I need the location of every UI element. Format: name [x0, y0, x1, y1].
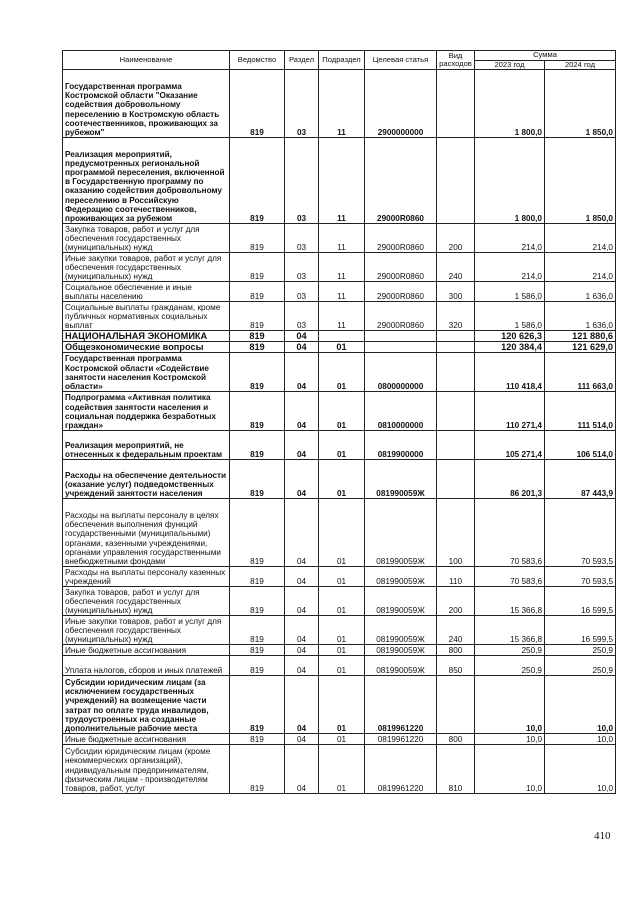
cell-name: Общеэкономические вопросы [63, 342, 230, 353]
cell-vedomstvo: 819 [230, 70, 285, 138]
cell-tselevaya: 29000R0860 [365, 253, 437, 282]
cell-podrazdel: 01 [319, 392, 365, 431]
cell-vedomstvo: 819 [230, 353, 285, 392]
cell-sum-2024: 87 443,9 [545, 460, 616, 499]
cell-podrazdel: 01 [319, 676, 365, 734]
cell-sum-2023: 110 271,4 [475, 392, 545, 431]
cell-sum-2024: 121 880,6 [545, 331, 616, 342]
cell-name: Иные бюджетные ассигнования [63, 645, 230, 656]
cell-razdel: 04 [285, 587, 319, 616]
cell-vedomstvo: 819 [230, 342, 285, 353]
cell-tselevaya [365, 331, 437, 342]
cell-sum-2024: 16 599,5 [545, 616, 616, 645]
cell-vedomstvo: 819 [230, 745, 285, 794]
cell-name: Иные закупки товаров, работ и услуг для обеспечения государственных (муниципальных) нужд [63, 253, 230, 282]
cell-sum-2023: 1 800,0 [475, 70, 545, 138]
cell-podrazdel: 01 [319, 342, 365, 353]
cell-podrazdel: 01 [319, 734, 365, 745]
cell-sum-2023: 70 583,6 [475, 499, 545, 567]
cell-tselevaya: 2900000000 [365, 70, 437, 138]
cell-razdel: 03 [285, 282, 319, 302]
cell-vid: 110 [437, 567, 475, 587]
cell-tselevaya: 081990059Ж [365, 460, 437, 499]
cell-razdel: 04 [285, 676, 319, 734]
cell-razdel: 04 [285, 645, 319, 656]
cell-vid: 300 [437, 282, 475, 302]
cell-name: Реализация мероприятий, не отнесенных к федеральным проектам [63, 431, 230, 460]
budget-table [62, 50, 616, 794]
cell-vedomstvo: 819 [230, 734, 285, 745]
cell-razdel: 04 [285, 431, 319, 460]
cell-sum-2024: 1 850,0 [545, 138, 616, 224]
cell-podrazdel: 01 [319, 616, 365, 645]
cell-razdel: 03 [285, 70, 319, 138]
table-row [63, 431, 616, 460]
cell-vid [437, 342, 475, 353]
cell-razdel: 03 [285, 224, 319, 253]
cell-vid: 320 [437, 302, 475, 331]
cell-podrazdel: 01 [319, 460, 365, 499]
cell-sum-2023: 120 626,3 [475, 331, 545, 342]
cell-sum-2024: 1 850,0 [545, 70, 616, 138]
cell-sum-2023: 105 271,4 [475, 431, 545, 460]
cell-podrazdel: 11 [319, 138, 365, 224]
cell-name: Государственная программа Костромской области «Содействие занятости населения Костромской области» [63, 353, 230, 392]
cell-tselevaya: 081990059Ж [365, 656, 437, 676]
header-tselevaya: Целевая статья [365, 51, 437, 70]
cell-name: Закупка товаров, работ и услуг для обеспечения государственных (муниципальных) нужд [63, 224, 230, 253]
cell-sum-2023: 120 384,4 [475, 342, 545, 353]
cell-razdel: 03 [285, 138, 319, 224]
cell-tselevaya: 0819961220 [365, 676, 437, 734]
cell-name: Закупка товаров, работ и услуг для обеспечения государственных (муниципальных) нужд [63, 587, 230, 616]
cell-sum-2024: 70 593,5 [545, 499, 616, 567]
cell-name: Подпрограмма «Активная политика содействия занятости населения и социальная поддержка безработных граждан» [63, 392, 230, 431]
cell-vedomstvo: 819 [230, 282, 285, 302]
cell-vedomstvo: 819 [230, 460, 285, 499]
cell-vedomstvo: 819 [230, 676, 285, 734]
cell-vedomstvo: 819 [230, 587, 285, 616]
cell-razdel: 04 [285, 353, 319, 392]
cell-vedomstvo: 819 [230, 499, 285, 567]
cell-vedomstvo: 819 [230, 567, 285, 587]
cell-podrazdel: 11 [319, 70, 365, 138]
table-row [63, 70, 616, 138]
cell-razdel: 04 [285, 656, 319, 676]
cell-vid [437, 431, 475, 460]
table-row [63, 460, 616, 499]
cell-vid: 240 [437, 616, 475, 645]
table-row [63, 645, 616, 656]
cell-sum-2023: 110 418,4 [475, 353, 545, 392]
cell-vid: 850 [437, 656, 475, 676]
table-row [63, 745, 616, 794]
cell-vedomstvo: 819 [230, 616, 285, 645]
cell-razdel: 03 [285, 302, 319, 331]
cell-podrazdel: 11 [319, 282, 365, 302]
cell-vedomstvo: 819 [230, 138, 285, 224]
cell-sum-2024: 214,0 [545, 224, 616, 253]
table-row [63, 656, 616, 676]
cell-sum-2023: 250,9 [475, 656, 545, 676]
table-row [63, 353, 616, 392]
cell-podrazdel: 01 [319, 745, 365, 794]
cell-vid: 200 [437, 224, 475, 253]
cell-razdel: 04 [285, 734, 319, 745]
cell-vid: 200 [437, 587, 475, 616]
cell-tselevaya: 081990059Ж [365, 567, 437, 587]
cell-sum-2024: 106 514,0 [545, 431, 616, 460]
table-row [63, 616, 616, 645]
cell-sum-2023: 1 800,0 [475, 138, 545, 224]
cell-name: Субсидии юридическим лицам (кроме некоммерческих организаций), индивидуальным предпринимателям, физическим лицам - производителям товаров, работ, услуг [63, 745, 230, 794]
cell-sum-2024: 70 593,5 [545, 567, 616, 587]
cell-tselevaya: 0810000000 [365, 392, 437, 431]
cell-name: Уплата налогов, сборов и иных платежей [63, 656, 230, 676]
cell-sum-2023: 1 586,0 [475, 282, 545, 302]
table-body [63, 70, 616, 794]
cell-vid [437, 331, 475, 342]
cell-sum-2023: 10,0 [475, 745, 545, 794]
cell-sum-2024: 214,0 [545, 253, 616, 282]
cell-tselevaya: 081990059Ж [365, 499, 437, 567]
cell-name: Социальное обеспечение и иные выплаты населению [63, 282, 230, 302]
cell-tselevaya: 0819961220 [365, 745, 437, 794]
cell-name: Расходы на обеспечение деятельности (оказание услуг) подведомственных учреждений занятости населения [63, 460, 230, 499]
cell-podrazdel [319, 331, 365, 342]
cell-name: Государственная программа Костромской области "Оказание содействия добровольному переселению в Костромскую область соотечественников, проживающих за рубежом" [63, 70, 230, 138]
cell-podrazdel: 01 [319, 645, 365, 656]
cell-tselevaya: 0819900000 [365, 431, 437, 460]
cell-name: Расходы на выплаты персоналу в целях обеспечения выполнения функций государственными (муниципальными) органами, казенными учреждениями, органами управления государственными внебюджетными фондами [63, 499, 230, 567]
cell-vid: 100 [437, 499, 475, 567]
table-row [63, 587, 616, 616]
cell-tselevaya [365, 342, 437, 353]
cell-podrazdel: 01 [319, 353, 365, 392]
cell-podrazdel: 11 [319, 224, 365, 253]
cell-vedomstvo: 819 [230, 224, 285, 253]
cell-sum-2024: 111 514,0 [545, 392, 616, 431]
cell-tselevaya: 29000R0860 [365, 224, 437, 253]
cell-podrazdel: 11 [319, 302, 365, 331]
cell-podrazdel: 01 [319, 567, 365, 587]
cell-vid [437, 676, 475, 734]
cell-vid: 810 [437, 745, 475, 794]
cell-sum-2024: 250,9 [545, 645, 616, 656]
table-row [63, 302, 616, 331]
cell-name: Расходы на выплаты персоналу казенных учреждений [63, 567, 230, 587]
header-razdel: Раздел [285, 51, 319, 70]
cell-sum-2024: 1 636,0 [545, 282, 616, 302]
cell-vid [437, 138, 475, 224]
cell-sum-2023: 15 366,8 [475, 587, 545, 616]
cell-vid [437, 392, 475, 431]
cell-tselevaya: 29000R0860 [365, 138, 437, 224]
cell-vedomstvo: 819 [230, 645, 285, 656]
cell-vedomstvo: 819 [230, 331, 285, 342]
table-row [63, 342, 616, 353]
table-row [63, 253, 616, 282]
cell-razdel: 04 [285, 499, 319, 567]
cell-razdel: 04 [285, 460, 319, 499]
cell-podrazdel: 01 [319, 656, 365, 676]
table-row [63, 282, 616, 302]
cell-sum-2024: 121 629,0 [545, 342, 616, 353]
cell-razdel: 04 [285, 567, 319, 587]
cell-sum-2024: 1 636,0 [545, 302, 616, 331]
table-row [63, 567, 616, 587]
header-2023: 2023 год [475, 60, 545, 70]
cell-razdel: 04 [285, 342, 319, 353]
table-row [63, 499, 616, 567]
cell-name: НАЦИОНАЛЬНАЯ ЭКОНОМИКА [63, 331, 230, 342]
cell-vid: 800 [437, 645, 475, 656]
page-number: 410 [594, 830, 611, 842]
header-podrazdel: Подраздел [319, 51, 365, 70]
table-row [63, 392, 616, 431]
cell-sum-2023: 214,0 [475, 224, 545, 253]
header-vid: Вид расходов [437, 51, 475, 70]
cell-podrazdel: 01 [319, 587, 365, 616]
cell-razdel: 04 [285, 616, 319, 645]
cell-vid: 240 [437, 253, 475, 282]
cell-vid [437, 353, 475, 392]
cell-tselevaya: 29000R0860 [365, 282, 437, 302]
header-name: Наименование [63, 51, 230, 70]
cell-sum-2024: 111 663,0 [545, 353, 616, 392]
table-row [63, 138, 616, 224]
cell-sum-2023: 10,0 [475, 734, 545, 745]
cell-sum-2024: 10,0 [545, 745, 616, 794]
cell-razdel: 04 [285, 392, 319, 431]
cell-podrazdel: 11 [319, 253, 365, 282]
cell-sum-2023: 86 201,3 [475, 460, 545, 499]
cell-sum-2024: 16 599,5 [545, 587, 616, 616]
cell-podrazdel: 01 [319, 431, 365, 460]
header-summa: Сумма [475, 51, 616, 61]
cell-sum-2023: 1 586,0 [475, 302, 545, 331]
cell-vedomstvo: 819 [230, 253, 285, 282]
cell-name: Иные бюджетные ассигнования [63, 734, 230, 745]
cell-vedomstvo: 819 [230, 302, 285, 331]
cell-vedomstvo: 819 [230, 656, 285, 676]
cell-name: Субсидии юридическим лицам (за исключением государственных учреждений) на возмещение части затрат по оплате труда инвалидов, трудоустроенных на созданные дополнительные рабочие места [63, 676, 230, 734]
cell-sum-2024: 10,0 [545, 676, 616, 734]
cell-razdel: 04 [285, 745, 319, 794]
cell-tselevaya: 081990059Ж [365, 645, 437, 656]
table-row [63, 224, 616, 253]
table-row [63, 331, 616, 342]
cell-tselevaya: 081990059Ж [365, 616, 437, 645]
cell-vedomstvo: 819 [230, 392, 285, 431]
cell-vedomstvo: 819 [230, 431, 285, 460]
cell-tselevaya: 0819961220 [365, 734, 437, 745]
cell-razdel: 04 [285, 331, 319, 342]
cell-tselevaya: 29000R0860 [365, 302, 437, 331]
cell-sum-2023: 250,9 [475, 645, 545, 656]
cell-vid: 800 [437, 734, 475, 745]
cell-sum-2024: 250,9 [545, 656, 616, 676]
cell-podrazdel: 01 [319, 499, 365, 567]
cell-vid [437, 70, 475, 138]
cell-tselevaya: 081990059Ж [365, 587, 437, 616]
cell-razdel: 03 [285, 253, 319, 282]
table-row [63, 734, 616, 745]
cell-name: Реализация мероприятий, предусмотренных региональной программой переселения, включенной в Государственную программу по оказанию содействия добровольному переселению в Российскую Федерацию соотечественников, проживающих за рубежом [63, 138, 230, 224]
cell-sum-2023: 214,0 [475, 253, 545, 282]
cell-sum-2023: 15 366,8 [475, 616, 545, 645]
cell-sum-2023: 70 583,6 [475, 567, 545, 587]
cell-name: Иные закупки товаров, работ и услуг для обеспечения государственных (муниципальных) нужд [63, 616, 230, 645]
cell-tselevaya: 0800000000 [365, 353, 437, 392]
header-vedomstvo: Ведомство [230, 51, 285, 70]
cell-name: Социальные выплаты гражданам, кроме публичных нормативных социальных выплат [63, 302, 230, 331]
cell-sum-2023: 10,0 [475, 676, 545, 734]
table-row [63, 676, 616, 734]
cell-sum-2024: 10,0 [545, 734, 616, 745]
header-2024: 2024 год [545, 60, 616, 70]
cell-vid [437, 460, 475, 499]
